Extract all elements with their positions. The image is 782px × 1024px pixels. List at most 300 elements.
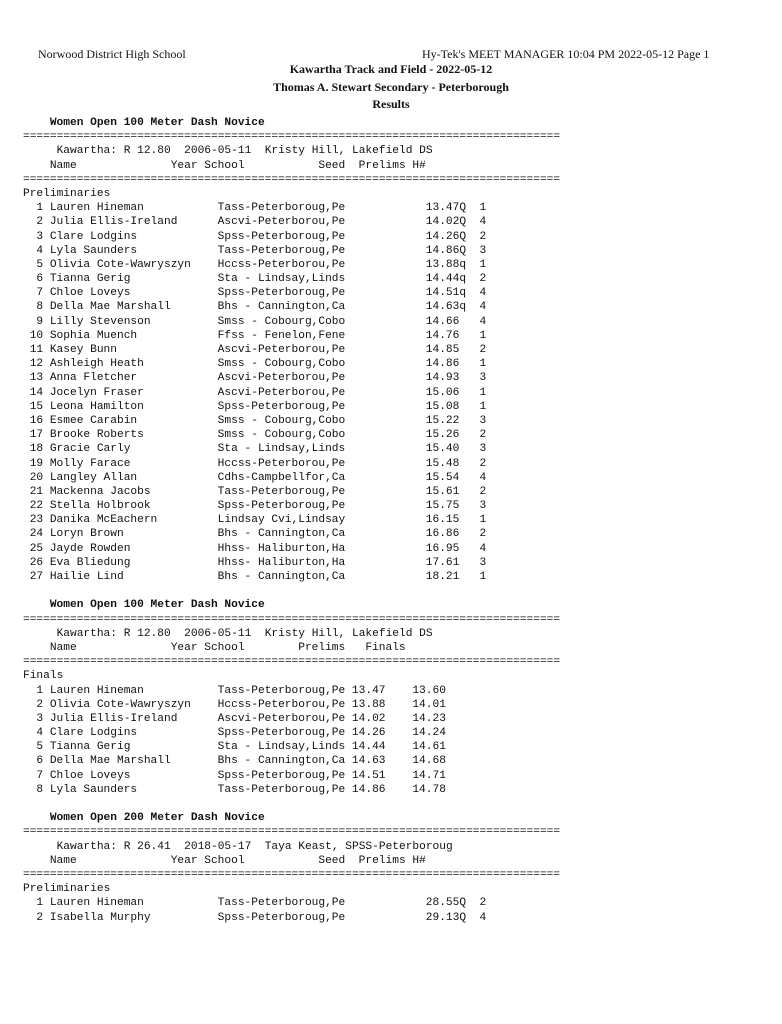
result-row <box>23 896 486 910</box>
indent <box>43 414 50 428</box>
heat: 1 <box>479 514 487 527</box>
result-row <box>23 258 486 272</box>
indent <box>23 144 57 158</box>
place: 19 <box>29 457 44 470</box>
result-row <box>23 329 486 343</box>
final-time: 14.23 <box>412 712 446 725</box>
prelim-time: 14.26 <box>425 230 460 243</box>
athlete-name: Julia Ellis-Ireland <box>49 216 178 229</box>
heat: 3 <box>479 556 487 569</box>
place: 25 <box>29 542 44 555</box>
record-holder: Taya Keast, SPSS-Peterboroug <box>264 840 453 853</box>
athlete-school: Hccss-Peterborou,Pe <box>217 457 346 470</box>
athlete-school: Spss-Peterboroug,Pe <box>217 500 346 513</box>
col-prelims: Prelims <box>358 854 406 867</box>
prelim-time: 14.44 <box>351 741 386 754</box>
round-label: Preliminaries <box>23 883 111 896</box>
indent <box>77 159 171 173</box>
result-row <box>23 513 486 527</box>
athlete-name: Lauren Hineman <box>49 202 144 215</box>
prelim-time: 13.88 <box>425 258 460 271</box>
result-row <box>23 428 486 442</box>
indent <box>43 215 50 229</box>
col-year-school: Year School <box>170 159 245 172</box>
athlete-school: Lindsay Cvi,Lindsay <box>217 514 346 527</box>
result-row <box>23 315 486 329</box>
indent <box>43 343 50 357</box>
venue-title: Thomas A. Stewart Secondary - Peterborough <box>273 80 509 94</box>
event-title-text: Women Open 200 Meter Dash Novice <box>49 812 265 825</box>
place: 21 <box>29 485 44 498</box>
indent <box>43 315 50 329</box>
athlete-name: Eva Bliedung <box>49 556 131 569</box>
heat: 4 <box>479 216 487 229</box>
qualifier: q <box>459 273 467 286</box>
col-year-school: Year School <box>170 854 245 867</box>
athlete-name: Jocelyn Fraser <box>49 386 144 399</box>
athlete-school: Spss-Peterboroug,Pe <box>217 400 346 413</box>
indent <box>43 754 50 768</box>
heat: 3 <box>479 372 487 385</box>
indent <box>43 286 50 300</box>
indent <box>43 712 50 726</box>
athlete-name: Clare Lodgins <box>49 230 138 243</box>
place: 2 <box>36 698 44 711</box>
athlete-name: Leona Hamilton <box>49 400 144 413</box>
athlete-name: Olivia Cote-Wawryszyn <box>49 698 191 711</box>
place: 10 <box>29 329 44 342</box>
indent <box>23 159 50 173</box>
col-seed: Seed <box>318 854 346 867</box>
result-row <box>23 556 486 570</box>
record-mark: R 12.80 <box>123 627 185 640</box>
indent <box>43 357 50 371</box>
result-row <box>23 698 486 712</box>
indent <box>43 684 50 698</box>
round-label: Finals <box>23 670 64 683</box>
athlete-school: Ascvi-Peterborou,Pe <box>217 712 346 725</box>
place: 14 <box>29 386 44 399</box>
athlete-name: Olivia Cote-Wawryszyn <box>49 258 191 271</box>
athlete-school: Hhss- Haliburton,Ha <box>217 556 346 569</box>
record-holder: Kristy Hill, Lakefield DS <box>264 627 433 640</box>
indent <box>23 811 50 825</box>
result-row <box>23 300 486 314</box>
athlete-name: Mackenna Jacobs <box>49 485 151 498</box>
record-date: 2018-05-17 <box>184 840 265 853</box>
prelim-time: 16.95 <box>425 542 460 555</box>
separator-rule: ================================================================================ <box>23 173 561 186</box>
prelim-time: 13.88 <box>351 698 386 711</box>
indent <box>43 542 50 556</box>
place: 9 <box>36 315 44 328</box>
place: 13 <box>29 372 44 385</box>
event-title-text: Women Open 100 Meter Dash Novice <box>49 599 265 612</box>
athlete-school: Bhs - Cannington,Ca <box>217 755 346 768</box>
result-row <box>23 684 486 698</box>
athlete-name: Clare Lodgins <box>49 727 138 740</box>
result-row <box>23 499 486 513</box>
athlete-name: Kasey Bunn <box>49 344 117 356</box>
col-prelims: Prelims <box>298 641 346 654</box>
heat: 4 <box>479 287 487 300</box>
col-name: Name <box>49 854 77 867</box>
prelim-time: 13.47 <box>351 684 386 697</box>
indent <box>43 896 50 910</box>
athlete-school: Smss - Cobourg,Cobo <box>217 358 346 371</box>
col-heat: H# <box>412 159 426 172</box>
athlete-school: Tass-Peterboroug,Pe <box>217 244 346 257</box>
place: 26 <box>29 556 44 569</box>
prelim-time: 15.08 <box>425 400 460 413</box>
prelim-time: 15.61 <box>425 485 460 498</box>
indent <box>43 527 50 541</box>
prelim-time: 14.86 <box>351 783 386 796</box>
indent <box>23 641 50 655</box>
athlete-school: Spss-Peterboroug,Pe <box>217 769 346 782</box>
athlete-school: Spss-Peterboroug,Pe <box>217 230 346 243</box>
athlete-school: Cdhs-Campbellfor,Ca <box>217 471 346 484</box>
col-seed: Seed <box>318 159 346 172</box>
result-row <box>23 740 486 754</box>
indent <box>43 400 50 414</box>
place: 1 <box>36 684 44 697</box>
qualifier: Q <box>459 244 467 257</box>
prelim-time: 14.02 <box>425 216 460 229</box>
athlete-name: Loryn Brown <box>49 528 124 541</box>
prelim-time: 14.44 <box>425 273 460 286</box>
athlete-name: Anna Fletcher <box>49 372 138 385</box>
place: 5 <box>36 741 44 754</box>
generator-info: Hy-Tek's MEET MANAGER 10:04 PM 2022-05-12 Page 1 <box>422 47 710 61</box>
prelim-time: 14.63 <box>425 301 460 314</box>
athlete-school: Spss-Peterboroug,Pe <box>217 287 346 300</box>
indent <box>23 854 50 868</box>
place: 1 <box>36 202 44 215</box>
prelim-time: 15.48 <box>425 457 460 470</box>
record-label: Kawartha: <box>56 145 124 158</box>
prelim-time: 14.51 <box>425 287 460 300</box>
result-row <box>23 215 486 229</box>
event-title-text: Women Open 100 Meter Dash Novice <box>49 117 265 129</box>
indent <box>43 485 50 499</box>
col-name: Name <box>49 159 77 172</box>
prelim-time: 15.26 <box>425 429 460 442</box>
prelim-time: 29.13 <box>425 911 460 924</box>
athlete-name: Brooke Roberts <box>49 429 144 442</box>
result-row <box>23 400 486 414</box>
school-name: Norwood District High School <box>38 47 186 61</box>
athlete-name: Gracie Carly <box>49 443 131 456</box>
heat: 1 <box>479 400 487 413</box>
indent <box>23 116 50 130</box>
place: 22 <box>29 500 44 513</box>
place: 8 <box>36 301 44 314</box>
place: 3 <box>36 712 44 725</box>
athlete-school: Ffss - Fenelon,Fene <box>217 329 346 342</box>
indent <box>43 769 50 783</box>
separator-rule: ================================================================================ <box>23 131 561 144</box>
heat: 1 <box>479 358 487 371</box>
event-title <box>23 598 486 612</box>
place: 8 <box>36 783 44 796</box>
result-row <box>23 485 486 499</box>
qualifier: q <box>459 301 467 314</box>
heat: 2 <box>479 457 487 470</box>
place: 27 <box>29 571 44 583</box>
heat: 4 <box>479 471 487 484</box>
indent <box>43 726 50 740</box>
athlete-name: Lauren Hineman <box>49 897 144 910</box>
record-holder: Kristy Hill, Lakefield DS <box>264 145 433 158</box>
athlete-school: Bhs - Cannington,Ca <box>217 571 346 583</box>
place: 4 <box>36 244 44 257</box>
prelim-time: 13.47 <box>425 202 460 215</box>
result-row <box>23 442 486 456</box>
record-line <box>23 840 486 854</box>
heat: 4 <box>479 301 487 314</box>
indent <box>43 244 50 258</box>
athlete-school: Tass-Peterboroug,Pe <box>217 202 346 215</box>
prelim-time: 15.22 <box>425 414 460 427</box>
result-row <box>23 457 486 471</box>
result-row <box>23 244 486 258</box>
athlete-name: Ashleigh Heath <box>49 358 144 371</box>
indent <box>43 230 50 244</box>
prelim-time: 14.86 <box>425 358 460 371</box>
indent <box>43 570 50 584</box>
result-row <box>23 414 486 428</box>
indent <box>43 740 50 754</box>
athlete-school: Ascvi-Peterborou,Pe <box>217 216 346 229</box>
athlete-school: Hhss- Haliburton,Ha <box>217 542 346 555</box>
separator-rule: ================================================================================ <box>23 868 561 881</box>
place: 7 <box>36 287 44 300</box>
qualifier: q <box>459 258 467 271</box>
result-row <box>23 371 486 385</box>
indent <box>43 556 50 570</box>
qualifier: Q <box>459 911 467 924</box>
qualifier: Q <box>459 202 467 215</box>
athlete-name: Hailie Lind <box>49 571 124 583</box>
prelim-time: 14.93 <box>425 372 460 385</box>
indent <box>43 386 50 400</box>
athlete-school: Ascvi-Peterborou,Pe <box>217 386 346 399</box>
athlete-name: Julia Ellis-Ireland <box>49 712 178 725</box>
result-row <box>23 286 486 300</box>
final-time: 14.01 <box>412 698 446 711</box>
place: 6 <box>36 755 44 768</box>
prelim-time: 16.15 <box>425 514 460 527</box>
indent <box>43 911 50 925</box>
heat: 4 <box>479 911 487 924</box>
result-row <box>23 783 486 797</box>
prelim-time: 16.86 <box>425 528 460 541</box>
prelim-time: 28.55 <box>425 897 460 910</box>
prelim-time: 14.86 <box>425 244 460 257</box>
result-row <box>23 542 486 556</box>
record-mark: R 26.41 <box>123 840 185 853</box>
athlete-name: Jayde Rowden <box>49 542 131 555</box>
place: 2 <box>36 911 44 924</box>
col-heat: H# <box>412 854 426 867</box>
athlete-school: Tass-Peterboroug,Pe <box>217 485 346 498</box>
place: 16 <box>29 414 44 427</box>
prelim-time: 14.51 <box>351 769 386 782</box>
indent <box>43 300 50 314</box>
column-header <box>23 854 486 868</box>
final-time: 14.61 <box>412 741 446 754</box>
record-label: Kawartha: <box>56 840 124 853</box>
athlete-school: Ascvi-Peterborou,Pe <box>217 344 346 356</box>
place: 20 <box>29 471 44 484</box>
indent <box>43 783 50 797</box>
athlete-school: Hccss-Peterborou,Pe <box>217 698 346 711</box>
prelim-time: 15.54 <box>425 471 460 484</box>
athlete-school: Sta - Lindsay,Linds <box>217 741 346 754</box>
prelim-time: 14.66 <box>425 315 460 328</box>
qualifier: Q <box>459 230 467 243</box>
place: 7 <box>36 769 44 782</box>
heat: 1 <box>479 571 487 583</box>
record-label: Kawartha: <box>56 627 124 640</box>
result-row <box>23 726 486 740</box>
heat: 2 <box>479 230 487 243</box>
indent <box>43 201 50 215</box>
qualifier: q <box>459 287 467 300</box>
record-line <box>23 627 486 641</box>
athlete-name: Della Mae Marshall <box>49 755 171 768</box>
place: 12 <box>29 358 44 371</box>
heat: 1 <box>479 202 487 215</box>
prelim-time: 14.63 <box>351 755 386 768</box>
heat: 1 <box>479 329 487 342</box>
heat: 2 <box>479 429 487 442</box>
athlete-school: Smss - Cobourg,Cobo <box>217 315 346 328</box>
heat: 2 <box>479 528 487 541</box>
indent <box>43 428 50 442</box>
athlete-name: Stella Holbrook <box>49 500 151 513</box>
indent <box>43 442 50 456</box>
athlete-name: Della Mae Marshall <box>49 301 171 314</box>
place: 23 <box>29 514 44 527</box>
athlete-school: Tass-Peterboroug,Pe <box>217 684 346 697</box>
event-title <box>23 116 486 130</box>
place: 5 <box>36 258 44 271</box>
result-row <box>23 201 486 215</box>
indent <box>43 371 50 385</box>
athlete-school: Bhs - Cannington,Ca <box>217 301 346 314</box>
heat: 3 <box>479 244 487 257</box>
result-row <box>23 230 486 244</box>
col-year-school: Year School <box>170 641 245 654</box>
indent <box>43 258 50 272</box>
qualifier: Q <box>459 216 467 229</box>
column-header <box>23 641 486 655</box>
athlete-school: Sta - Lindsay,Linds <box>217 443 346 456</box>
athlete-school: Tass-Peterboroug,Pe <box>217 897 346 910</box>
place: 6 <box>36 273 44 286</box>
indent <box>43 272 50 286</box>
athlete-name: Chloe Loveys <box>49 287 131 300</box>
record-line <box>23 144 486 158</box>
place: 4 <box>36 727 44 740</box>
prelim-time: 14.26 <box>351 727 386 740</box>
prelim-time: 15.06 <box>425 386 460 399</box>
athlete-school: Bhs - Cannington,Ca <box>217 528 346 541</box>
heat: 1 <box>479 258 487 271</box>
athlete-school: Sta - Lindsay,Linds <box>217 273 346 286</box>
place: 11 <box>29 344 44 356</box>
record-mark: R 12.80 <box>123 145 185 158</box>
athlete-name: Molly Farace <box>49 457 131 470</box>
athlete-school: Hccss-Peterborou,Pe <box>217 258 346 271</box>
col-finals: Finals <box>365 641 406 654</box>
heat: 2 <box>479 344 487 356</box>
spacer <box>23 584 486 598</box>
prelim-time: 18.21 <box>425 571 460 583</box>
heat: 2 <box>479 273 487 286</box>
athlete-name: Esmee Carabin <box>49 414 138 427</box>
place: 1 <box>36 897 44 910</box>
indent <box>77 641 171 655</box>
result-row <box>23 754 486 768</box>
heat: 4 <box>479 542 487 555</box>
prelim-time: 17.61 <box>425 556 460 569</box>
heat: 3 <box>479 414 487 427</box>
separator-rule: ================================================================================ <box>23 656 561 669</box>
indent <box>43 329 50 343</box>
result-row <box>23 527 486 541</box>
result-row <box>23 712 486 726</box>
indent <box>23 840 57 854</box>
prelim-time: 14.76 <box>425 329 460 342</box>
indent <box>23 598 50 612</box>
qualifier: Q <box>459 897 467 910</box>
heat: 1 <box>479 386 487 399</box>
results-body <box>23 116 561 925</box>
athlete-school: Smss - Cobourg,Cobo <box>217 429 346 442</box>
athlete-name: Sophia Muench <box>49 329 138 342</box>
result-row <box>23 570 486 584</box>
prelim-time: 15.75 <box>425 500 460 513</box>
athlete-name: Danika McEachern <box>49 514 158 527</box>
result-row <box>23 272 486 286</box>
place: 2 <box>36 216 44 229</box>
athlete-name: Chloe Loveys <box>49 769 131 782</box>
athlete-name: Isabella Murphy <box>49 911 151 924</box>
indent <box>43 698 50 712</box>
prelim-time: 15.40 <box>425 443 460 456</box>
separator-rule: ================================================================================ <box>23 826 561 839</box>
athlete-school: Smss - Cobourg,Cobo <box>217 414 346 427</box>
result-row <box>23 386 486 400</box>
athlete-name: Tianna Gerig <box>49 741 131 754</box>
round-label: Preliminaries <box>23 187 111 200</box>
place: 15 <box>29 400 44 413</box>
athlete-name: Tianna Gerig <box>49 273 131 286</box>
record-date: 2006-05-11 <box>184 145 265 158</box>
indent <box>23 627 57 641</box>
final-time: 13.60 <box>412 684 446 697</box>
athlete-name: Lyla Saunders <box>49 244 138 257</box>
indent <box>43 457 50 471</box>
place: 3 <box>36 230 44 243</box>
athlete-school: Tass-Peterboroug,Pe <box>217 783 346 796</box>
athlete-name: Lilly Stevenson <box>49 315 151 328</box>
indent <box>43 471 50 485</box>
place: 18 <box>29 443 44 456</box>
